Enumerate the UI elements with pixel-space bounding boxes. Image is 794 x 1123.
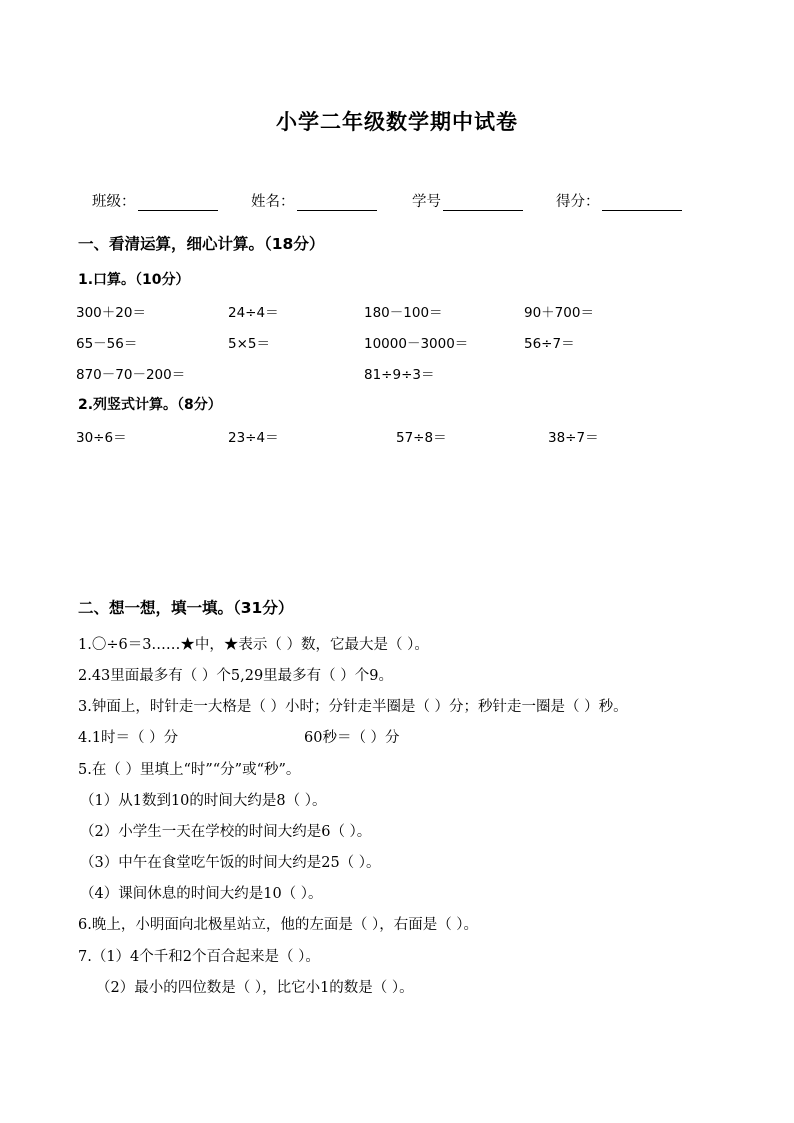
problem-cell: 56÷7＝	[524, 336, 575, 352]
name-label: 姓名：	[251, 194, 295, 210]
question-line: 5.在（ ）里填上“时”“分”或“秒”。	[78, 762, 301, 778]
vertical-calc-item: 38÷7＝	[548, 430, 599, 446]
question-subline: （1）从1数到10的时间大约是8（ ）。	[80, 793, 327, 809]
problem-cell: 300＋20＝	[76, 305, 146, 321]
question-subline: （2）最小的四位数是（ ），比它小1的数是（ ）。	[96, 980, 414, 996]
name-field	[251, 190, 377, 211]
number-field	[412, 190, 523, 211]
problem-cell: 90＋700＝	[524, 305, 594, 321]
question-subline: （4）课间休息的时间大约是10（ ）。	[80, 886, 323, 902]
part1-heading: 1.口算。（10分）	[78, 272, 190, 288]
question-line: 6.晚上，小明面向北极星站立，他的左面是（ ），右面是（ ）。	[78, 917, 479, 933]
question-line: 7.（1）4个千和2个百合起来是（ ）。	[78, 949, 320, 965]
question-subline: （3）中午在食堂吃午饭的时间大约是25（ ）。	[80, 855, 381, 871]
question-line: 3.钟面上，时针走一大格是（ ）小时；分针走半圈是（ ）分；秒针走一圈是（ ）秒。	[78, 699, 628, 715]
problem-cell: 180－100＝	[364, 305, 443, 321]
score-blank[interactable]	[602, 196, 682, 211]
vertical-calc-item: 57÷8＝	[396, 430, 447, 446]
question-line: 1.〇÷6＝3……★中，★表示（ ）数，它最大是（ ）。	[78, 637, 429, 653]
problem-cell: 870－70－200＝	[76, 367, 186, 383]
question-line: 60秒＝（ ）分	[304, 730, 400, 746]
problem-cell: 24÷4＝	[228, 305, 279, 321]
part2-heading: 2.列竖式计算。（8分）	[78, 397, 222, 413]
class-label: 班级：	[92, 194, 136, 210]
name-blank[interactable]	[297, 196, 377, 211]
page-title: 小学二年级数学期中试卷	[276, 109, 518, 134]
problem-cell: 65－56＝	[76, 336, 138, 352]
problem-cell: 81÷9÷3＝	[364, 367, 435, 383]
number-blank[interactable]	[443, 196, 523, 211]
question-line: 4.1时＝（ ）分	[78, 730, 179, 746]
problem-cell: 5×5＝	[228, 336, 270, 352]
problem-cell: 10000－3000＝	[364, 336, 469, 352]
score-label: 得分：	[556, 194, 600, 210]
section1-heading: 一、看清运算，细心计算。（18分）	[78, 235, 325, 253]
vertical-calc-item: 30÷6＝	[76, 430, 127, 446]
section2-heading: 二、想一想，填一填。（31分）	[78, 599, 294, 617]
class-field	[92, 190, 218, 211]
class-blank[interactable]	[138, 196, 218, 211]
number-label: 学号	[412, 194, 441, 210]
vertical-calc-item: 23÷4＝	[228, 430, 279, 446]
question-subline: （2）小学生一天在学校的时间大约是6（ ）。	[80, 824, 372, 840]
score-field	[556, 190, 682, 211]
question-line: 2.43里面最多有（ ）个5,29里最多有（ ）个9。	[78, 668, 394, 684]
